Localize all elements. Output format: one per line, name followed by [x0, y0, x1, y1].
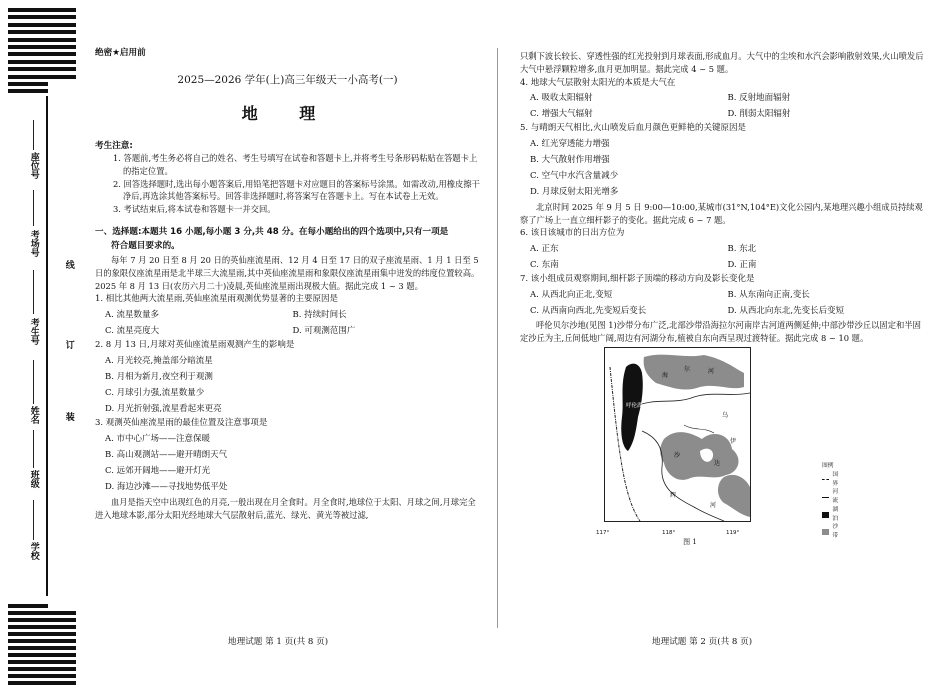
notice-item: 2. 回答选择题时,选出每小题答案后,用铅笔把答题卡对应题目的答案标号涂黑。如需改动,用橡皮擦干净后,再选涂其他答案标号。回答非选择题时,将答案写在答题卡上。写在本试卷上无效。: [113, 178, 480, 202]
option: A. 红光穿透能力增强: [530, 139, 610, 149]
passage-blood-moon-cont: 只剩下波长较长、穿透性强的红光投射到月球表面,形成血月。大气中的尘埃和水汽会影响散射效果,火山喷发后大气中悬浮颗粒增多,血月更加明显。据此完成 4 ~ 5 题。: [520, 51, 924, 75]
place-label: 尔: [684, 366, 691, 374]
options: [95, 307, 480, 339]
option: D. 月球反射太阳光增多: [530, 187, 619, 198]
question-stem: 3. 观测英仙座流星雨的最佳位置及注意事项是: [95, 418, 268, 429]
binding-bar: [8, 23, 76, 27]
sand-belt-central: [660, 432, 738, 480]
binding-bar: [8, 8, 76, 12]
option: C. 空气中水汽含量减少: [530, 171, 619, 182]
option: D. 削弱太阳辐射: [727, 109, 791, 120]
option: C. 远郊开阔地——避开灯光: [105, 466, 211, 477]
options: [520, 90, 925, 122]
option: D. 海边沙滩——寻找地势低平处: [105, 482, 228, 493]
school-label: 学校: [28, 542, 39, 560]
binding-bar: [8, 15, 76, 19]
place-label: 伊: [730, 438, 737, 446]
questions-6-7: [520, 227, 925, 319]
binding-bar: [8, 38, 76, 42]
exam-title: 2025—2026 学年(上)高三年级天一小高考(一): [177, 74, 398, 87]
binding-bar: [8, 60, 76, 64]
binding-bar: [8, 30, 76, 34]
page-footer-2: 地理试题 第 2 页(共 8 页): [652, 637, 753, 647]
question-stem: 7. 该小组成员观察期间,细杆影子顶端的移动方向及影长变化是: [520, 273, 755, 284]
option: C. 从西南向西北,先变短后变长: [530, 305, 647, 316]
options: [520, 136, 925, 201]
options: [520, 241, 925, 273]
binding-line: [46, 96, 48, 596]
question-stem: 5. 与晴朗天气相比,火山喷发后血月颜色更鲜艳的关键原因是: [520, 123, 747, 134]
binding-bar: [8, 82, 48, 86]
name-label: 姓名: [28, 406, 39, 424]
lon-label: 119°: [726, 529, 740, 536]
question-stem: 2. 8 月 13 日,月球对英仙座流星雨观测产生的影响是: [95, 340, 295, 351]
binding-bar: [8, 639, 76, 643]
room-number-label: 考场号: [28, 230, 39, 257]
binding-bar: [8, 674, 76, 678]
passage-shadow: 北京时间 2025 年 9 月 5 日 9:00—10:00,某城市(31°N,104°E)文化公园内,某地理兴趣小组成员持续观察了广场上一直立细杆影子的变化。据此完成 6 ~ 7 题。: [520, 201, 923, 225]
binding-bar: [8, 667, 76, 671]
binding-bar: [8, 625, 76, 629]
option: D. 月光折射强,流星看起来更亮: [105, 404, 222, 415]
option: B. 持续时间长: [292, 309, 347, 320]
option: B. 反射地面辐射: [727, 93, 791, 104]
option: B. 从东南向正南,变长: [727, 289, 810, 300]
option: C. 东南: [530, 259, 559, 270]
place-label: 乌: [722, 412, 729, 420]
section-heading: 一、选择题:本题共 16 小题,每小题 3 分,共 48 分。在每小题给出的四个选项中,只有一项是 符合题目要求的。: [95, 227, 449, 251]
lon-label: 118°: [662, 529, 676, 536]
binding-bar: [8, 611, 76, 615]
option: A. 月光较亮,掩盖部分暗流星: [105, 355, 213, 366]
binding-bar: [8, 75, 76, 79]
page-1: [95, 48, 480, 522]
option: C. 流星亮度大: [105, 326, 160, 337]
place-label: 辉: [670, 492, 677, 500]
seal-mark-line: 线: [63, 260, 74, 269]
question-stem: 1. 相比其他两大流星雨,英仙座流星雨观测优势显著的主要原因是: [95, 294, 339, 305]
secret-label: 绝密★启用前: [95, 48, 146, 58]
binding-bar: [8, 52, 76, 56]
binding-bar: [8, 660, 76, 664]
binding-bar: [8, 646, 76, 650]
binding-bar: [8, 67, 76, 71]
seat-number-label: 座位号: [28, 152, 39, 179]
seal-mark-bind: 订: [63, 340, 74, 349]
notice-list: [95, 152, 480, 216]
option: B. 东北: [727, 243, 757, 254]
notice-item: 1. 答题前,考生务必将自己的姓名、考生号填写在试卷和答题卡上,并将考生号条形码粘贴在答题卡上的指定位置。: [113, 152, 478, 176]
place-label: 沙: [674, 452, 681, 460]
map-figure: [604, 347, 816, 525]
binding-bar: [8, 681, 76, 685]
place-label: 河: [710, 502, 717, 510]
subject-title: 地 理: [241, 103, 334, 123]
notice-heading: 考生注意:: [95, 140, 133, 151]
binding-bar: [8, 45, 76, 49]
passage-hulunbuir: 呼伦贝尔沙地(见图 1)沙带分布广泛,北部沙带沿海拉尔河南岸古河道两侧延伸;中部沙带沙丘以固定和半固定沙丘为主,丘间低地广阔,周边有河湖分布,植被自东向西呈现过渡特征。据此完成 8 ~ 10 题。: [520, 319, 921, 344]
place-label: 河: [708, 368, 715, 376]
question-stem: 6. 该日该城市的日出方位为: [520, 228, 625, 239]
hulunbuir-map: [596, 347, 839, 546]
lon-label: 117°: [596, 529, 610, 536]
questions-1-3: [95, 293, 480, 495]
binding-bar: [8, 618, 76, 622]
passage-blood-moon: 血月是指天空中出现红色的月亮,一般出现在月全食时。月全食时,地球位于太阳、月球之间,月球完全进入地球本影,部分太阳光经地球大气层散射后,蓝光、绿光、黄光等被过滤,: [95, 496, 476, 520]
option: A. 市中心广场——注意保暖: [105, 434, 211, 444]
binding-strip: [0, 0, 95, 688]
lake-label: 呼伦湖: [626, 403, 643, 410]
option: B. 大气散射作用增强: [530, 155, 610, 166]
page-2: [520, 50, 925, 546]
place-label: 达: [714, 460, 721, 468]
option: A. 吸收太阳辐射: [530, 93, 593, 104]
option: B. 高山观测站——避开晴朗天气: [105, 450, 228, 461]
options: [520, 287, 925, 319]
candidate-number-label: 考生号: [28, 318, 39, 345]
binding-bar: [8, 632, 76, 636]
notice-item: 3. 考试结束后,将本试卷和答题卡一并交回。: [113, 204, 276, 215]
seal-mark-pack: 装: [63, 412, 74, 421]
option: D. 正南: [727, 259, 757, 270]
questions-4-5: [520, 77, 925, 201]
binding-bar: [8, 653, 76, 657]
passage-meteor: 每年 7 月 20 日至 8 月 20 日的英仙座流星雨、12 月 4 日至 17 日的双子座流星雨、1 月 1 日至 5 日的象限仪座流星雨是北半球三大流星雨,其中英仙座流星雨和象限仪座流星雨集中迸发的纬度位置较高。2025 年 8 月 13 日(农历六月二十)凌晨,英仙座流星雨出现极大值。据此完成 1 ~ 3 题。: [95, 254, 480, 292]
map-legend: 图例 国界 河流 湖泊 沙带: [822, 463, 839, 539]
option: B. 月相为新月,夜空利于观测: [105, 371, 213, 382]
options: [95, 353, 480, 418]
option: A. 流星数量多: [105, 309, 160, 320]
option: D. 可观测范围广: [292, 326, 356, 337]
class-label: 班级: [28, 470, 39, 488]
column-divider: [497, 48, 498, 628]
option: A. 正东: [530, 243, 559, 254]
option: C. 增强大气辐射: [530, 109, 593, 120]
figure-caption: 图 1: [683, 537, 697, 546]
question-stem: 4. 地球大气层散射太阳光的本质是大气在: [520, 77, 676, 88]
page-footer-1: 地理试题 第 1 页(共 8 页): [228, 637, 329, 647]
place-label: 海: [662, 372, 669, 380]
binding-bar: [8, 604, 48, 608]
binding-bar: [8, 89, 48, 93]
options: [95, 431, 480, 496]
option: A. 从西北向正北,变短: [530, 289, 613, 300]
option: D. 从西北向东北,先变长后变短: [727, 305, 845, 316]
option: C. 月球引力强,流星数量少: [105, 388, 205, 399]
